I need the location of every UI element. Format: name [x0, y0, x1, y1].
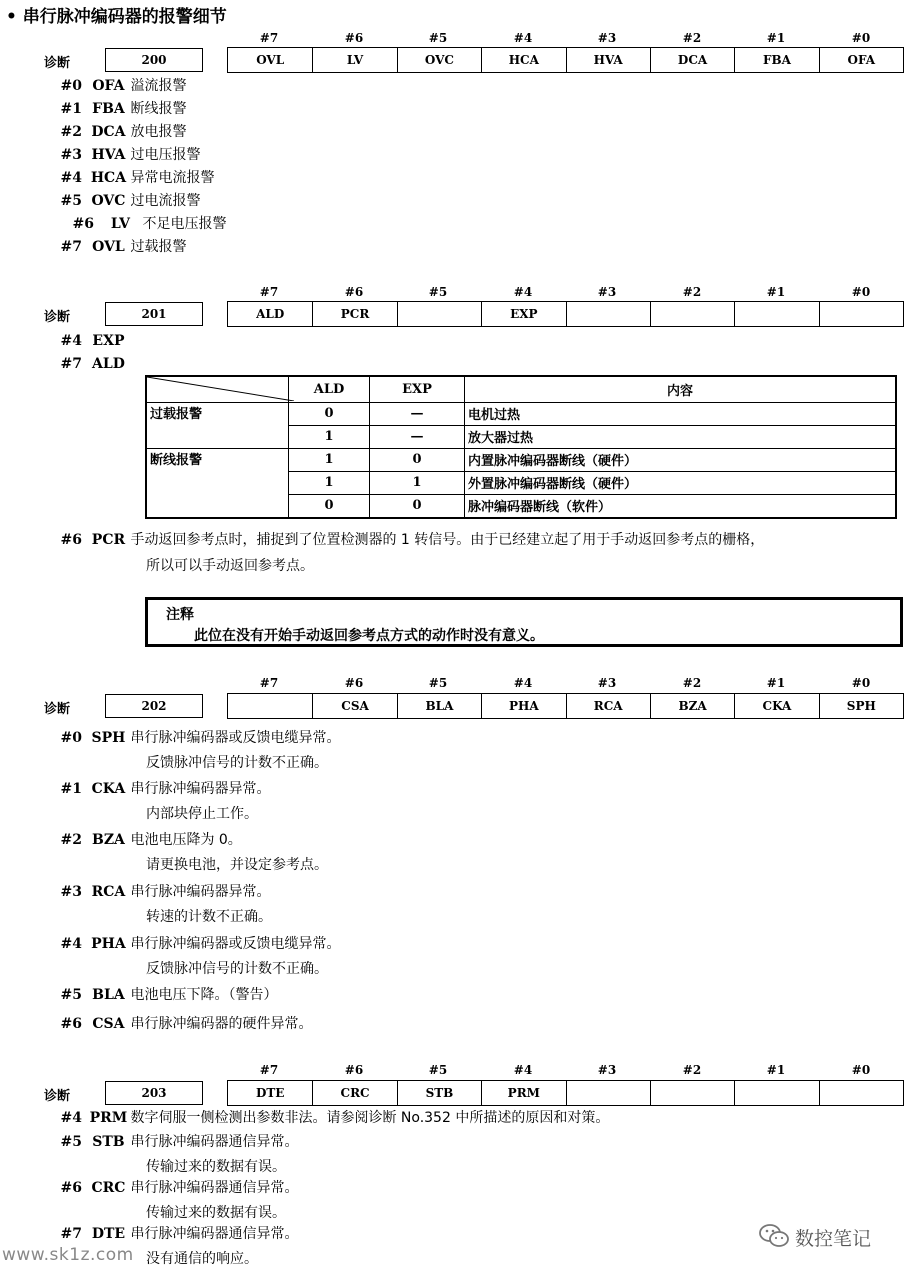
bit-desc: #3 HVA 过电压报警	[60, 147, 201, 163]
bit-header-row	[227, 1063, 907, 1079]
bit-desc-continuation: 内部块停止工作。	[146, 806, 258, 822]
diag-number: 200	[105, 48, 203, 72]
bit-desc: #7 OVL 过载报警	[60, 239, 187, 255]
bit-header: #7	[259, 285, 279, 299]
bit-header: #1	[766, 31, 786, 45]
bit-desc: #5 OVC 过电流报警	[60, 193, 201, 209]
bit-cell: DTE	[255, 1086, 285, 1100]
bit-desc: #6 LV 不足电压报警	[72, 216, 227, 232]
diagonal-line	[147, 377, 294, 401]
bit-header: #5	[428, 676, 448, 690]
bit-header: #6	[344, 1063, 364, 1077]
bit-header: #4	[513, 1063, 533, 1077]
bit-cell	[566, 302, 650, 326]
bit-cell: OFA	[819, 48, 903, 72]
bit-header: #0	[851, 285, 871, 299]
bit-cell: HCA	[481, 48, 565, 72]
bit-desc-continuation: 传输过来的数据有误。	[146, 1205, 286, 1221]
bit-header-row	[227, 31, 907, 47]
note-text: 此位在没有开始手动返回参考点方式的动作时没有意义。	[194, 628, 544, 644]
watermark-url: www.sk1z.com	[2, 1245, 134, 1265]
bit-desc: #6 CSA 串行脉冲编码器的硬件异常。	[60, 1016, 313, 1032]
bit-header: #2	[682, 31, 702, 45]
bit-desc-continuation: 所以可以手动返回参考点。	[146, 558, 314, 574]
bit-desc: #1 FBA 断线报警	[60, 101, 187, 117]
ald-cell: 0	[289, 494, 370, 518]
diag-number: 202	[105, 694, 203, 718]
content-cell: 内置脉冲编码器断线（硬件）	[465, 448, 897, 471]
bit-desc-continuation: 请更换电池，并设定参考点。	[146, 857, 328, 873]
bit-desc: #2 DCA 放电报警	[60, 124, 187, 140]
bit-cell	[650, 1081, 734, 1105]
note-box	[145, 597, 903, 647]
bit-desc: #5 BLA 电池电压下降。（警告）	[60, 987, 278, 1003]
bit-header: #7	[259, 1063, 279, 1077]
bit-row	[227, 693, 904, 719]
bit-cell	[397, 302, 481, 326]
bit-header: #5	[428, 285, 448, 299]
bit-header: #2	[682, 1063, 702, 1077]
bit-header: #6	[344, 676, 364, 690]
wechat-icon	[758, 1222, 790, 1250]
bit-cell: PRM	[481, 1081, 565, 1105]
bit-cell	[819, 1081, 903, 1105]
bit-header: #4	[513, 285, 533, 299]
bit-header: #1	[766, 676, 786, 690]
bit-desc: #0 SPH 串行脉冲编码器或反馈电缆异常。	[60, 730, 341, 746]
bit-cell	[228, 694, 312, 718]
bit-cell: PCR	[312, 302, 396, 326]
bit-cell: OVL	[256, 53, 285, 67]
bit-cell: BLA	[397, 694, 481, 718]
bit-cell: FBA	[734, 48, 818, 72]
page-title: • 串行脉冲编码器的报警细节	[6, 7, 227, 27]
bit-header-row	[227, 676, 907, 692]
bit-desc: #3 RCA 串行脉冲编码器异常。	[60, 884, 271, 900]
bit-cell	[819, 302, 903, 326]
ald-cell: 0	[289, 402, 370, 425]
diag-label: 诊断	[44, 702, 71, 717]
bit-desc: #4 EXP	[60, 333, 125, 349]
group-cell: 过载报警	[146, 402, 289, 448]
bit-cell	[566, 1081, 650, 1105]
bit-cell	[734, 302, 818, 326]
bit-desc: #7 DTE 串行脉冲编码器通信异常。	[60, 1226, 299, 1242]
bit-cell: SPH	[819, 694, 903, 718]
bit-cell	[650, 302, 734, 326]
ald-cell: 1	[289, 448, 370, 471]
bit-header: #5	[428, 31, 448, 45]
bit-cell: BZA	[650, 694, 734, 718]
bit-desc: #7 ALD	[60, 356, 125, 372]
bit-desc: #0 OFA 溢流报警	[60, 78, 187, 94]
exp-cell: 1	[370, 471, 465, 494]
bit-desc: #6 CRC 串行脉冲编码器通信异常。	[60, 1180, 299, 1196]
bit-header: #3	[597, 1063, 617, 1077]
ald-cell: 1	[289, 425, 370, 448]
bit-header: #0	[851, 31, 871, 45]
bit-header: #2	[682, 676, 702, 690]
table-row	[146, 448, 896, 471]
diag-number: 203	[105, 1081, 203, 1105]
table-header: 内容	[465, 376, 897, 402]
content-cell: 电机过热	[465, 402, 897, 425]
bit-cell: EXP	[481, 302, 565, 326]
bit-header: #1	[766, 1063, 786, 1077]
bit-desc-continuation: 传输过来的数据有误。	[146, 1159, 286, 1175]
watermark-brand: 数控笔记	[795, 1228, 872, 1250]
bit-header: #4	[513, 676, 533, 690]
content-cell: 外置脉冲编码器断线（硬件）	[465, 471, 897, 494]
ald-cell: 1	[289, 471, 370, 494]
bit-desc-continuation: 转速的计数不正确。	[146, 909, 272, 925]
content-cell: 脉冲编码器断线（软件）	[465, 494, 897, 518]
bit-row	[227, 1080, 904, 1106]
bit-row	[227, 47, 904, 73]
bit-cell: CSA	[312, 694, 396, 718]
diag-label: 诊断	[44, 56, 71, 71]
bit-desc: #5 STB 串行脉冲编码器通信异常。	[60, 1134, 299, 1150]
bit-desc: #1 CKA 串行脉冲编码器异常。	[60, 781, 271, 797]
table-corner-cell	[146, 376, 289, 402]
bit-header: #7	[259, 676, 279, 690]
bit-header: #3	[597, 31, 617, 45]
bit-header: #3	[597, 285, 617, 299]
bit-header: #0	[851, 1063, 871, 1077]
bit-header: #0	[851, 676, 871, 690]
table-header: EXP	[370, 376, 465, 402]
bit-cell: RCA	[566, 694, 650, 718]
bit-cell: ALD	[256, 307, 285, 321]
exp-cell: 0	[370, 448, 465, 471]
bit-cell: CRC	[312, 1081, 396, 1105]
bit-cell	[734, 1081, 818, 1105]
bit-header: #3	[597, 676, 617, 690]
table-row	[146, 402, 896, 425]
bit-cell: DCA	[650, 48, 734, 72]
diag-number: 201	[105, 302, 203, 326]
content-cell: 放大器过热	[465, 425, 897, 448]
bit-cell: HVA	[566, 48, 650, 72]
bit-desc-continuation: 反馈脉冲信号的计数不正确。	[146, 755, 328, 771]
bit-desc: #4 HCA 异常电流报警	[60, 170, 215, 186]
exp-cell: 0	[370, 494, 465, 518]
group-cell: 断线报警	[146, 448, 289, 518]
bit-header: #5	[428, 1063, 448, 1077]
exp-cell: —	[370, 425, 465, 448]
diag-label: 诊断	[44, 1089, 71, 1104]
bit-cell: LV	[312, 48, 396, 72]
bit-header: #1	[766, 285, 786, 299]
table-header: ALD	[289, 376, 370, 402]
diag-label: 诊断	[44, 310, 71, 325]
bit-row	[227, 301, 904, 327]
bit-desc-continuation: 反馈脉冲信号的计数不正确。	[146, 961, 328, 977]
bit-desc-continuation: 没有通信的响应。	[146, 1251, 258, 1267]
bit-header: #4	[513, 31, 533, 45]
bit-cell: STB	[397, 1081, 481, 1105]
bit-desc: #6 PCR 手动返回参考点时，捕捉到了位置检测器的 1 转信号。由于已经建立起了用于手动返回参考点的栅格，	[60, 532, 765, 548]
bit-desc: #2 BZA 电池电压降为 0。	[60, 832, 242, 848]
bit-desc: #4 PHA 串行脉冲编码器或反馈电缆异常。	[60, 936, 341, 952]
note-title: 注释	[166, 607, 194, 623]
bit-cell: OVC	[397, 48, 481, 72]
bit-cell: PHA	[481, 694, 565, 718]
alarm-table	[145, 375, 897, 519]
exp-cell: —	[370, 402, 465, 425]
bit-cell: CKA	[734, 694, 818, 718]
bit-header: #6	[344, 31, 364, 45]
bit-header: #2	[682, 285, 702, 299]
bit-header: #7	[259, 31, 279, 45]
bit-header-row	[227, 285, 907, 301]
bit-desc: #4 PRM 数字伺服一侧检测出参数非法。请参阅诊断 No.352 中所描述的原因和对策。	[60, 1110, 610, 1126]
bit-header: #6	[344, 285, 364, 299]
